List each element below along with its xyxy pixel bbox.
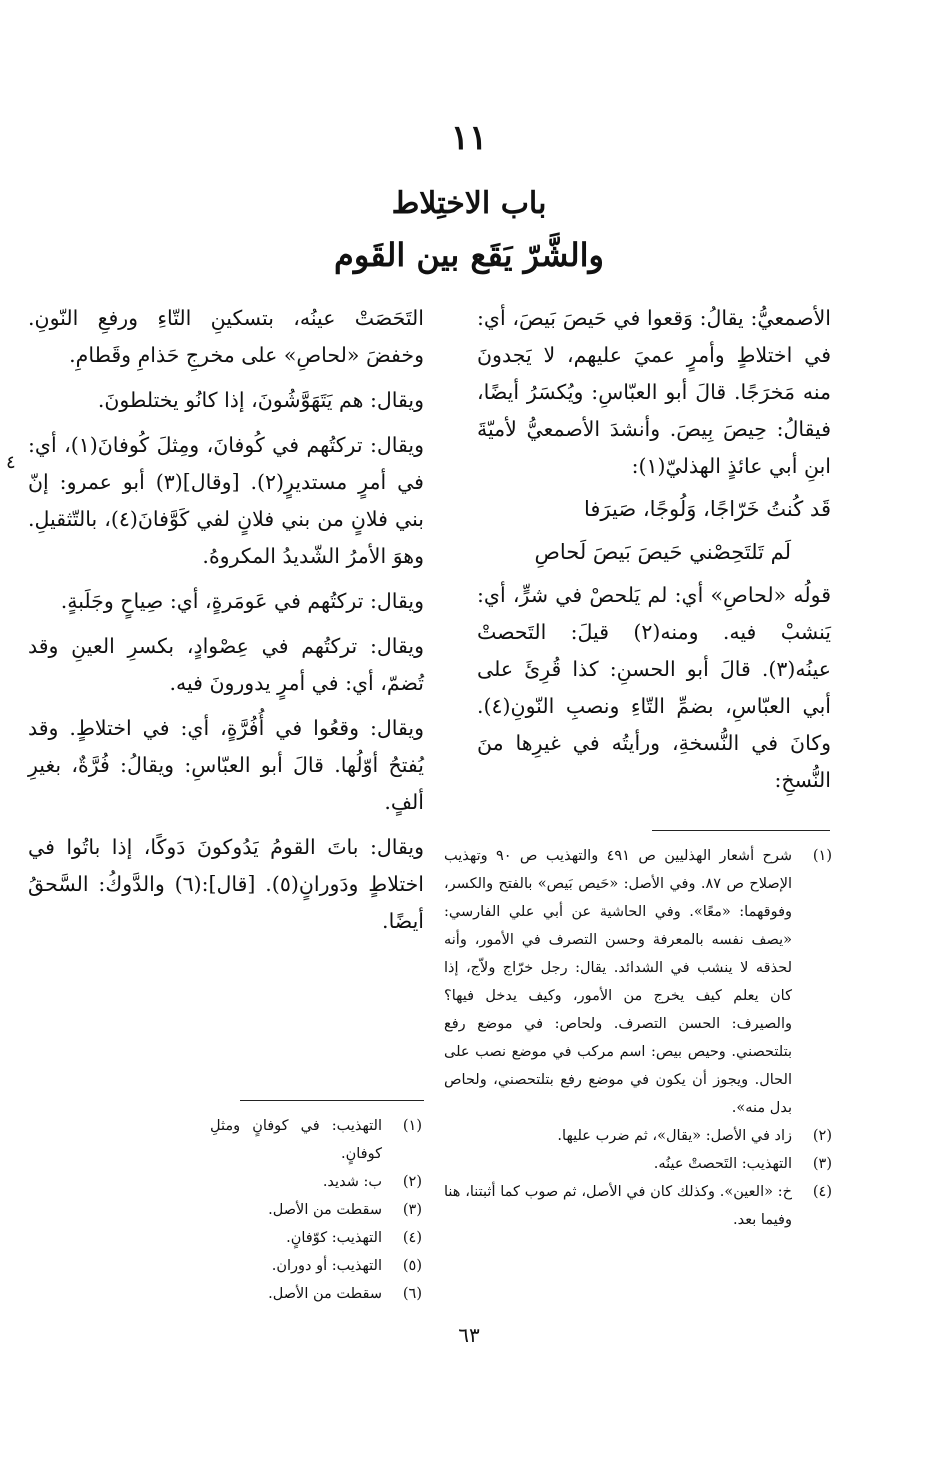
footnotes-right [444, 842, 832, 1234]
footnote-number: (١) [402, 1118, 422, 1134]
footnote [210, 1252, 422, 1280]
footnote-text: ب: شديد. [322, 1174, 382, 1190]
paragraph: ويقال: تركتُهم في عَومَرةٍ، أي: صِياحٍ وجَلَبةٍ. [60, 589, 424, 613]
footnote [210, 1112, 422, 1168]
footnote-text: التهذيب: أو دوران. [271, 1258, 382, 1274]
footnote-number: (٤) [402, 1230, 422, 1246]
left-text-column [28, 300, 424, 940]
paragraph: ويقال: هم يَتَهَوَّشُونَ، إذا كانُو يختلطونَ. [97, 388, 424, 412]
chapter-title-line1: باب الاختِلاط [391, 186, 547, 221]
footnote-text: سقطت من الأصل. [268, 1202, 382, 1218]
footnote-text: التهذيب: في كوفانٍ ومثلِ كوفانٍ. [210, 1118, 382, 1162]
margin-number: ٤ [6, 452, 16, 473]
paragraph: قولُه «لحاصِ» أي: لم يَلحصْ في شرٍّ، أي: يَنشبْ فيه. ومنه(٢) قيلَ: التَحصتْ عينُه(٣). قالَ أبو الحسنِ: كذا قُرِئَ على أبي العبّاسِ، بضمِّ التّاءِ ونصبِ النّونِ(٤). وكانَ في النُّسخةِ، ورأيتُه في غيرِها منَ النُّسخِ: [477, 583, 831, 792]
footnote-text: شرح أشعار الهذليين ص ٤٩١ والتهذيب ص ٩٠ وتهذيب الإصلاح ص ٨٧. وفي الأصل: «حَيص بَيص» بالفتح والكسر، وفوقهما: «معًا». وفي الحاشية عن أبي علي الفارسي: «يصف نفسه بالمعرفة وحسن التصرف في الأمور، وأنه لحذقه لا ينشب في الشدائد. يقال: رجل خرّاج ولاّج، إذا كان يعلم كيف يخرج من الأمور، وكيف يدخل فيها؟ والصيرف: الحسن التصرف. ولحاص: في موضع رفع بتلتحصني. وحيص بيص: اسم مركب في موضع نصب على الحال. ويجوز أن يكون في موضع رفع بتلتحصني، ولحاص بدل منه». [444, 848, 792, 1116]
footnote-text: التهذيب: التَحصتْ عينُه. [653, 1156, 792, 1172]
footnote-text: التهذيب: كوّفانٍ. [286, 1230, 382, 1246]
footnote [210, 1224, 422, 1252]
footnote [210, 1280, 422, 1308]
footnote [444, 1178, 832, 1234]
chapter-title-line2: والشَّرّ يَقَع بين القَوم [334, 236, 604, 274]
paragraph: ويقال: تركتُهم في كُوفانَ، ومِثلَ كُوفانَ(١)، أي: في أمرٍ مستديرٍ(٢). [وقال](٣) أبو عمرو: إنّ بني فلانٍ من بني فلانٍ لفي كَوَّفانَ(٤)، بالتّثقيلِ. وهوَ الأمرُ الشّديدُ المكروهُ. [28, 433, 424, 568]
footnote-divider [652, 830, 830, 831]
footnote [210, 1196, 422, 1224]
footnote-text: زاد في الأصل: «يقال»، ثم ضرب عليها. [557, 1128, 792, 1144]
footnote-number: (٦) [402, 1286, 422, 1302]
paragraph: ويقال: تركتُهم في عِصْوادٍ، بكسرِ العينِ وقد تُضمّ، أي: في أمرٍ يدورونَ فيه. [28, 634, 424, 695]
footnote-text: سقطت من الأصل. [268, 1286, 382, 1302]
footnote-number: (٥) [402, 1258, 422, 1274]
paragraph: التَحَصَتْ عينُه، بتسكينِ التّاءِ ورفعِ النّونِ. وخفضَ «لحاصِ» على مخرجِ حَذامِ وقَطامِ. [28, 306, 424, 367]
footnote-number: (١) [812, 848, 832, 864]
paragraph: ويقال: باتَ القومُ يَدُوكونَ دَوكًا، إذا باتُوا في اختلاطٍ ودَورانٍ(٥). [قال]:(٦) والدَّوكُ: السَّحقُ أيضًا. [28, 835, 425, 933]
footnote-number: (٣) [402, 1202, 422, 1218]
footnote [444, 1122, 832, 1150]
page-number: ٦٣ [458, 1323, 480, 1347]
footnote-number: (٤) [812, 1184, 832, 1200]
paragraph: الأصمعيُّ: يقالُ: وَقعوا في حَيصَ بَيصَ، أي: في اختلاطٍ وأمرٍ عميَ عليهم، لا يَجدونَ منه مَخرَجًا. قالَ أبو العبّاسِ: ويُكسَرُ أيضًا، فيقالُ: حِيصَ بِيصَ. وأنشدَ الأصمعيُّ لأميّةَ ابنِ أبي عائذٍ الهذليّ(١): [477, 306, 831, 478]
footnote-number: (٢) [812, 1128, 832, 1144]
footnote-divider [240, 1100, 424, 1101]
paragraph: ويقال: وقعُوا في أُفُرَّةٍ، أي: في اختلاطٍ. وقد يُفتحُ أوّلُها. قالَ أبو العبّاسِ: ويقالُ: فُرَّةٌ، بغيرِ ألفٍ. [28, 716, 424, 814]
footnotes-left [210, 1112, 422, 1308]
verse-line: قَد كُنتُ خَرّاجًا، وَلُوجًا، صَيرَفا [583, 497, 831, 521]
footnote-number: (٢) [402, 1174, 422, 1190]
chapter-number: ١١ [450, 118, 488, 158]
footnote [444, 1150, 832, 1178]
footnote-number: (٣) [812, 1156, 832, 1172]
right-text-column [477, 300, 831, 799]
footnote-text: خ: «العين». وكذلك كان في الأصل، ثم صوب كما أثبتنا، هنا وفيما بعد. [444, 1184, 792, 1228]
footnote [444, 842, 832, 1122]
footnote [210, 1168, 422, 1196]
verse-line: لَم تَلتَحِصْني حَيصَ بَيصَ لَحاصِ [534, 540, 791, 564]
